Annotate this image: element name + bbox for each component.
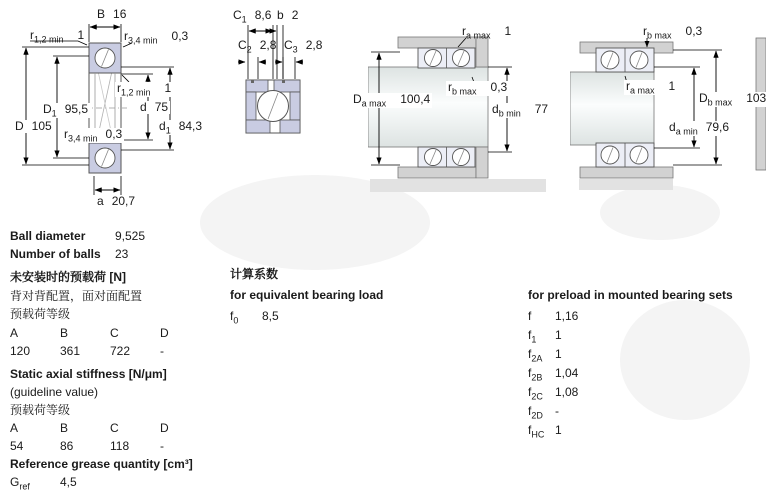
factor-value: 1 xyxy=(555,423,562,437)
grease-symbol: $G_{ref}$ xyxy=(10,475,30,492)
stiffness-D: - xyxy=(160,439,164,453)
watermark xyxy=(620,300,750,420)
factor-symbol: $f_1$ xyxy=(528,328,537,345)
dim-r12-min-mid: $r_{1,2 min}$ 1 xyxy=(117,81,172,98)
grease-row xyxy=(10,475,77,491)
calculation-factors-heading: 计算系数 xyxy=(230,267,279,281)
factor-row-f2B xyxy=(528,366,578,382)
grease-value: 4,5 xyxy=(60,475,77,489)
col-C: C xyxy=(110,326,119,340)
col-A: A xyxy=(10,326,19,340)
dim-db-min: $d_{b min}$ 77 xyxy=(492,102,549,119)
dim-a: a 20,7 xyxy=(97,194,136,208)
factor-symbol: $f_0$ xyxy=(230,309,239,326)
ball-diameter-row xyxy=(10,229,145,243)
equivalent-load-heading: for equivalent bearing load xyxy=(230,288,384,302)
preload-D: - xyxy=(160,344,164,358)
factor-symbol: f xyxy=(528,309,532,323)
factor-value: 1,16 xyxy=(555,309,579,323)
factor-value: - xyxy=(555,404,559,418)
col-A: A xyxy=(10,421,19,435)
dim-Da-max: $D_{a max}$ 100,4 xyxy=(353,92,431,109)
bearing-cross-section-detail-diagram xyxy=(225,5,340,145)
ball-diameter-label: Ball diameter xyxy=(10,229,86,243)
dim-Db-max: $D_{b max}$ 103 xyxy=(697,92,766,107)
factor-row-f0 xyxy=(230,309,279,325)
factor-symbol: $f_{HC}$ xyxy=(528,423,545,440)
preload-class-header-row xyxy=(10,326,210,340)
number-of-balls-value: 23 xyxy=(115,247,129,261)
col-C: C xyxy=(110,421,119,435)
preload-values-row xyxy=(10,344,210,358)
factor-row-f2D xyxy=(528,404,559,420)
dim-d1: $d_1$ 84,3 xyxy=(159,119,203,136)
factor-value: 1,08 xyxy=(555,385,579,399)
factor-row-f2A xyxy=(528,347,562,363)
factor-symbol: $f_{2B}$ xyxy=(528,366,543,383)
factor-value: 1 xyxy=(555,347,562,361)
factor-row-fHC xyxy=(528,423,562,439)
factor-row-f xyxy=(528,309,578,325)
dim-d: d 75 xyxy=(140,100,169,114)
preload-class-note: 预载荷等级 xyxy=(10,307,71,321)
dim-C2: $C_2$ 2,8 xyxy=(238,38,277,55)
factor-symbol: $f_{2A}$ xyxy=(528,347,543,364)
dim-r12-min-top: $r_{1,2 min}$ 1 xyxy=(30,28,85,45)
dim-C1: $C_1$ 8,6 xyxy=(233,8,272,25)
dim-C3: $C_3$ 2,8 xyxy=(284,38,323,55)
stiffness-values-row xyxy=(10,439,210,453)
col-B: B xyxy=(60,421,69,435)
factor-row-f1 xyxy=(528,328,562,344)
stiffness-B: 86 xyxy=(60,439,74,453)
factor-value: 8,5 xyxy=(262,309,279,323)
factor-value: 1,04 xyxy=(555,366,579,380)
number-of-balls-row xyxy=(10,247,128,261)
factor-symbol: $f_{2D}$ xyxy=(528,404,543,421)
number-of-balls-label: Number of balls xyxy=(10,247,101,261)
dim-ra-max-3: $r_{a max}$ 1 xyxy=(462,24,512,41)
preload-arrangement-note: 背对背配置，面对面配置 xyxy=(10,289,143,303)
col-D: D xyxy=(160,326,169,340)
dim-b: b 2 xyxy=(277,8,299,22)
stiffness-guideline-note: (guideline value) xyxy=(10,385,99,399)
dim-rb-max-3: $r_{b max}$ 0,3 xyxy=(448,80,508,97)
dim-rb-max-4: $r_{b max}$ 0,3 xyxy=(643,24,703,41)
factor-value: 1 xyxy=(555,328,562,342)
preload-B: 361 xyxy=(60,344,81,358)
factor-symbol: $f_{2C}$ xyxy=(528,385,543,402)
grease-heading: Reference grease quantity [cm³] xyxy=(10,457,193,471)
stiffness-heading: Static axial stiffness [N/μm] xyxy=(10,367,167,381)
preload-factors-heading: for preload in mounted bearing sets xyxy=(528,288,733,302)
factor-row-f2C xyxy=(528,385,578,401)
dim-D: D 105 xyxy=(15,119,52,133)
ball-diameter-value: 9,525 xyxy=(115,229,146,243)
preload-A: 120 xyxy=(10,344,31,358)
dim-r34-min-top: $r_{3,4 min}$ 0,3 xyxy=(124,29,189,46)
stiffness-class-header-row xyxy=(10,421,210,435)
stiffness-class-note: 预载荷等级 xyxy=(10,403,71,417)
dim-r34-min-mid: $r_{3,4 min}$ 0,3 xyxy=(64,127,123,144)
dim-D1: $D_1$ 95,5 xyxy=(43,102,89,119)
dim-ra-max-4: $r_{a max}$ 1 xyxy=(626,79,676,96)
dim-da-min: $d_{a min}$ 79,6 xyxy=(669,120,730,137)
col-D: D xyxy=(160,421,169,435)
preload-unmounted-heading: 未安装时的预载荷 [N] xyxy=(10,270,126,284)
dim-B: B 16 xyxy=(97,7,127,21)
stiffness-A: 54 xyxy=(10,439,24,453)
col-B: B xyxy=(60,326,69,340)
stiffness-C: 118 xyxy=(110,439,130,453)
preload-C: 722 xyxy=(110,344,131,358)
